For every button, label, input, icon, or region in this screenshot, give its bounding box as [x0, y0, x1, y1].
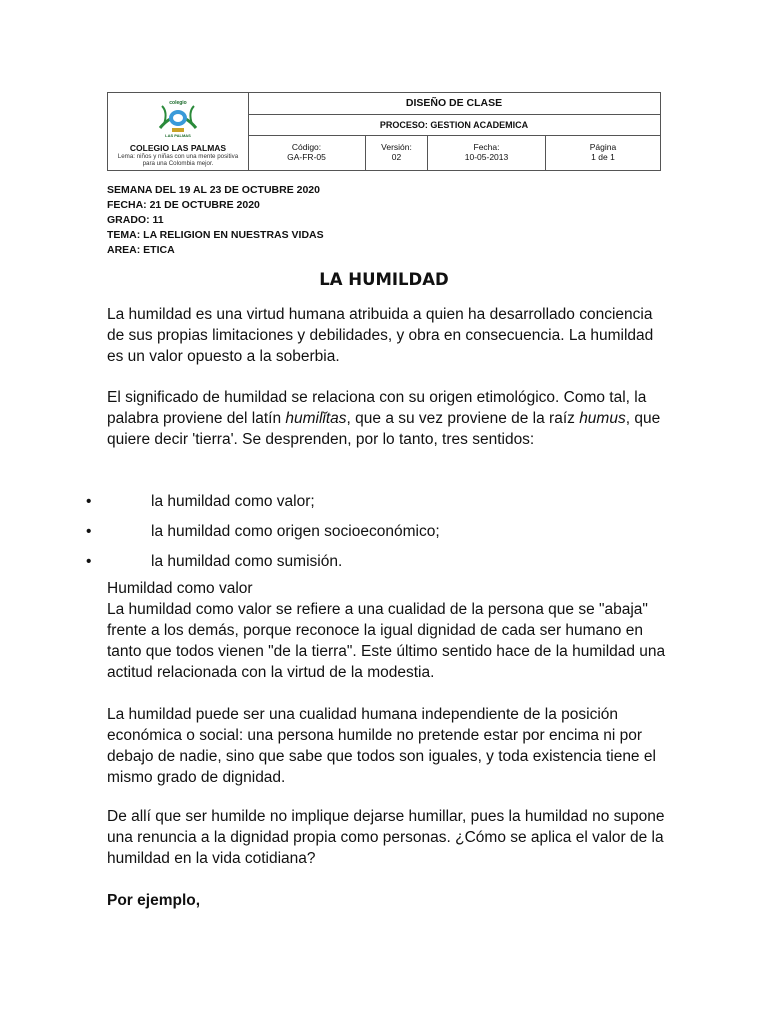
paragraph-6: Por ejemplo,: [107, 892, 201, 909]
paragraph-5: De allí que ser humilde no implique dejarse humillar, pues la humildad no supone una renuncia a la dignidad propia como personas. ¿Cómo se aplica el valor de la humildad en la vida cotidiana?: [107, 808, 665, 867]
p2-term-humus: humus: [579, 410, 626, 427]
list-item-text: la humildad como sumisión.: [151, 553, 343, 570]
doc-title: DISEÑO DE CLASE: [248, 93, 660, 115]
paragraph-1: La humildad es una virtud humana atribuida a quien ha desarrollado conciencia de sus propias limitaciones y debilidades, y obra en consecuencia. La humildad es un valor opuesto a la soberbia.: [107, 306, 654, 365]
page-title: LA HUMILDAD: [319, 270, 449, 289]
bullet-icon: •: [86, 493, 92, 510]
bullet-icon: •: [86, 523, 92, 540]
meta-week: SEMANA DEL 19 AL 23 DE OCTUBRE 2020: [107, 184, 320, 196]
date-cell: [428, 136, 546, 170]
p2-text-e: , que quiere decir 'tierra'. Se desprenden, por lo tanto, tres sentidos:: [107, 410, 661, 448]
school-cell: [108, 93, 249, 170]
date-label: Fecha:: [473, 142, 500, 152]
meta-topic: TEMA: LA RELIGION EN NUESTRAS VIDAS: [107, 229, 324, 241]
school-logo: [154, 98, 202, 138]
logo-subtext: LAS PALMAS: [165, 133, 191, 138]
code-value: GA-FR-05: [287, 152, 326, 162]
code-label: Código:: [291, 142, 322, 152]
header-table: [107, 92, 661, 171]
version-cell: [366, 136, 428, 170]
header-info: [248, 93, 660, 170]
subheading: Humildad como valor: [107, 580, 253, 597]
meta-date: FECHA: 21 DE OCTUBRE 2020: [107, 199, 260, 211]
list-item-text: la humildad como origen socioeconómico;: [151, 523, 440, 540]
bullet-icon: •: [86, 553, 92, 570]
paragraph-4: La humildad puede ser una cualidad humana independiente de la posición económica o social: una persona humilde no pretende estar por encima ni por debajo de nadie, sino que sabe que todos son iguales, y toda existencia tiene el mismo grado de dignidad.: [107, 706, 656, 786]
paragraph-3: La humildad como valor se refiere a una cualidad de la persona que se "abaja" frente a los demás, porque reconoce la igual dignidad de cada ser humano en tanto que todos vienen "de la tierra". Este último sentido hace de la humildad una actitud relacionada con la virtud de la modestia.: [107, 601, 666, 681]
doc-codes-row: [248, 136, 660, 170]
school-motto: Lema: niños y niñas con una mente positiva para una Colombia mejor.: [117, 153, 239, 167]
date-value: 10-05-2013: [464, 152, 509, 162]
version-value: 02: [391, 152, 402, 162]
process-label: PROCESO: GESTION ACADEMICA: [248, 115, 660, 136]
school-name: COLEGIO LAS PALMAS: [129, 143, 227, 153]
p2-term-humilitas: humilĭtas: [285, 410, 347, 427]
p2-text-c: , que a su vez proviene de la raíz: [346, 410, 580, 427]
list-item-text: la humildad como valor;: [151, 493, 315, 510]
p2-text-a: El significado de humildad se relaciona con su origen etimológico. Como tal, la palabra proviene del latín: [107, 389, 647, 427]
page-value: 1 de 1: [591, 152, 615, 162]
meta-area: AREA: ETICA: [107, 244, 175, 256]
version-label: Versión:: [381, 142, 412, 152]
paragraph-2: [107, 387, 667, 450]
page-cell: [546, 136, 660, 170]
class-meta: [107, 183, 324, 258]
meta-grade: GRADO: 11: [107, 214, 164, 226]
page-label: Página: [589, 142, 617, 152]
logo-text: colegio: [169, 100, 187, 106]
code-cell: [248, 136, 366, 170]
